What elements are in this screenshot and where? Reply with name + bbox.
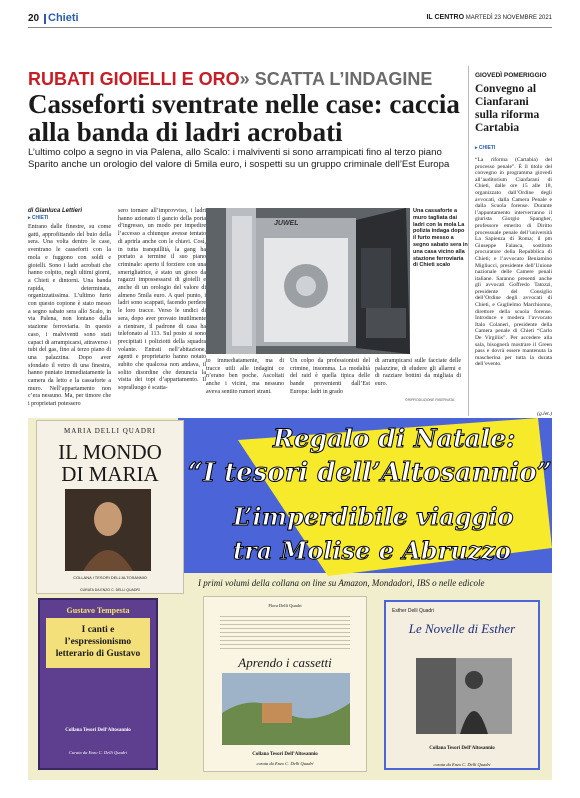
location-tag: ▸ CHIETI <box>28 215 49 221</box>
book2-collana: Collana Tesori Dell’Altosannio <box>65 728 131 733</box>
page-header <box>28 12 552 28</box>
page-number: 20 <box>28 13 40 24</box>
book2-title: I canti e l’espressionismo letterario di Gustavo <box>55 625 141 659</box>
article-column-1: Entrano dalle finestre, su come gatti, approfittando del buio della sera. Una volta dentro le case, sventrano le casseforti con la mola e fuggono con soldi e gioielli. Sono i ladri acrobati che hanno colpito, negli ultimi giorni, a Chieti e dintorni. Una banda rapida, determinata, organizzatissima. L’ultimo furto con questo copione è stato messo a segno sabato sera allo Scalo, in via Palena, non lontano dalla stazione ferroviaria. In questo caso, i malviventi sono stati capaci di arrampicarsi, attraverso i tubi del gas, fino al terzo piano di una palazzina. Dopo aver sfondato il vetro di una finestra, hanno puntato immediatamente la camera da letto e la cassaforte a muro. Nell’appartamento non c’era nessuno. Ma, per timore che i proprietari potessero <box>28 224 111 408</box>
book3-title: Aprendo i cassetti <box>238 655 332 670</box>
book4-curator: curata da Enzo C. Delli Quadri <box>433 762 491 767</box>
kicker-red: RUBATI GIOIELLI E ORO <box>28 69 240 89</box>
kicker-gray: SCATTA L’INDAGINE <box>254 69 433 89</box>
sidebar-tag: ▸ CHIETI <box>475 145 496 151</box>
book3-author: Flora Delli Quadri <box>268 603 302 608</box>
section-marker <box>44 14 46 24</box>
book1-author: MARIA DELLI QUADRI <box>64 427 156 435</box>
article-subhead: L’ultimo colpo a segno in via Palena, allo Scalo: i malviventi si sono arrampicati fino al terzo piano Sparito anche un orologio del valore di 5mila euro, i sospetti su un gruppo criminale dell’Est Europa <box>28 147 450 170</box>
article-photo <box>206 208 410 354</box>
book2-curator: Curata da Enzo C. Delli Quadri <box>68 750 127 755</box>
book1-title: IL MONDO DI MARIA <box>58 440 162 486</box>
book-cover-1[interactable] <box>36 420 184 594</box>
book-advertisement <box>28 418 552 780</box>
ad-line-5: I primi volumi della collana on line su Amazon, Mondadori, IBS o nelle edicole <box>198 578 485 588</box>
section-name: Chieti <box>48 12 79 24</box>
sidebar-kicker: GIOVEDÌ POMERIGGIO <box>475 72 547 79</box>
ad-line-4: tra Molise e Abruzzo <box>233 536 511 565</box>
book3-curator: curata da Enzo C. Delli Quadri <box>256 761 314 766</box>
sidebar-title: Convegno al Cianfarani sulla riforma Cartabia <box>475 83 540 134</box>
photo-caption: Una cassaforte a muro tagliata dai ladri con la mola La polizia indaga dopo il furto messo a segno sabato sera in una casa vicino alla stazione ferroviaria di Chieti scalo <box>413 208 468 269</box>
book1-collana: COLLANA I TESORI DELL’ALTOSANNIO <box>73 575 147 580</box>
article-column-4: Un colpo da professionisti del crimine, insomma. La modalità del raid è quella tipica delle bande provenienti dall’Est Europa: ladri in grado <box>290 358 370 395</box>
book3-painting <box>222 673 350 745</box>
article-headline: Casseforti sventrate nelle case: caccia alla banda di ladri acrobati <box>28 89 460 147</box>
sidebar-signature: (g.let.) <box>537 411 552 417</box>
article-kicker <box>28 69 432 90</box>
article-credit: ©RIPRODUZIONE RISERVATA <box>405 398 455 402</box>
book-cover-3[interactable] <box>203 596 367 772</box>
sidebar-body: “La riforma (Cartabia) del processo penale”. È il titolo del convegno in programma giovedì all’auditorium Cianfarani di Chieti, dalle ore 15 alle 18, organizzato dall’Ordine degli avvocati, dalla Camera Penale e dalla Scuola forense. Durante l’appuntamento interverranno il giurista Giorgio Spangher, professore emerito di Diritto processuale penale dell’università La Sapienza di Roma; il pm Giuseppe Falasca, sostituto procuratore della Repubblica di Chieti; e l’avvocato Beniamino Migliucci, presidente dell’Unione nazionale delle Camere penali italiane. Saranno presenti anche gli avvocati Goffredo Tatozzi, presidente del Consiglio dell’Ordine degli avvocati di Chieti, e Guglielmo Marchionno, direttore della scuola forense. Introduce e modera l’avvocato Italo Colaneri, presidente della Camera penale di Chieti “Carlo De Virgiliis”. Per accedere alla sala, bisognerà mostrare il Green pass e dovrà essere mantenuta la mascherina per tutta la durata dell’evento. <box>475 157 552 368</box>
article-column-3: to immediatamente, ma di tracce utili alle indagini ce n’erano ben poche. Ascoltati anche i vicini, ma nessuno aveva sentito rumori strani. <box>206 358 284 395</box>
sidebar-article <box>468 66 552 416</box>
article-column-2: sero tornare all’improvviso, i ladri hanno azionato il gancio della porta d’ingresso, un modo per impedire l’accesso a chiunque avesse tentato di aprirla anche con le chiavi. Così, in tutta tranquillità, la gang ha portato a termine il suo piano criminale: aperto il forziere con una smerigliatrice, è stato un gioco da ragazzi impossessarsi di gioielli e anche di un orologio del valore di almeno 5mila euro. A quel punto, i ladri sono scappati, facendo perdere le loro tracce. Verso le undici di sera, dopo aver provato inutilmente a rientrare, il padrone di casa ha telefonato al 113. Sul posto si sono precipitati i poliziotti della squadra volante. Entrati nell’abitazione, agenti e proprietario hanno notato subito che qualcosa non andava, il solito disordine che denuncia la visita dei topi d’appartamento. Il sopralluogo è scatta- <box>118 208 206 392</box>
kicker-separator: » <box>239 69 250 89</box>
book3-lines <box>220 613 350 651</box>
byline: di Gianluca Lettieri <box>28 208 83 214</box>
book4-photo <box>416 658 512 734</box>
paper-name: IL CENTRO <box>426 14 465 21</box>
book1-painting <box>65 489 151 571</box>
ad-line-1: Regalo di Natale: <box>273 424 516 453</box>
book-cover-2[interactable] <box>38 598 158 770</box>
book3-collana: Collana Tesori Dell’Altosannio <box>252 752 318 757</box>
book4-title: Le Novelle di Esther <box>408 621 516 636</box>
issue-date: MARTEDÌ 23 NOVEMBRE 2021 <box>465 15 552 21</box>
book4-author: Esther Delli Quadri <box>392 608 434 614</box>
book-cover-4[interactable] <box>384 600 540 770</box>
article-column-5: di arrampicarsi sulle facciate delle palazzine, di eludere gli allarmi e di razziare bottini da migliaia di euro. <box>375 358 461 388</box>
ad-line-2: “I tesori dell’Altosannio” <box>188 458 552 488</box>
masthead <box>426 14 552 21</box>
safe-brand-label: JUWEL <box>274 220 299 227</box>
book1-curator: CURATA DA ENZO C. DELLI QUADRI <box>80 588 140 592</box>
book4-collana: Collana Tesori Dell’Altosannio <box>429 746 495 751</box>
book2-author: Gustavo Tempesta <box>66 606 130 615</box>
ad-line-3: L’imperdibile viaggio <box>233 502 514 531</box>
sidebar-tag-label: CHIETI <box>478 145 496 151</box>
location-tag-label: CHIETI <box>31 215 49 221</box>
